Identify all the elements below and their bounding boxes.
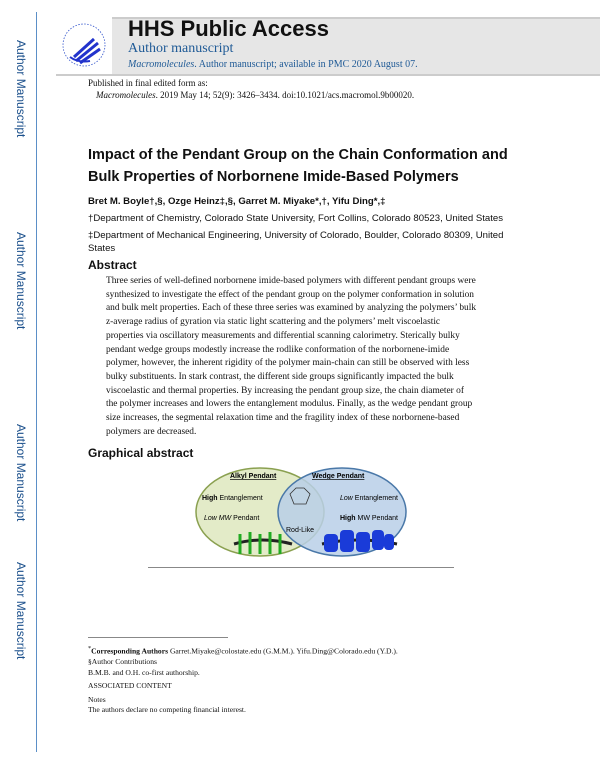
citation: Macromolecules. 2019 May 14; 52(9): 3426–3434. doi:10.1021/acs.macromol.9b00020.	[96, 90, 415, 100]
affiliation: ‡Department of Mechanical Engineering, University of Colorado, Boulder, Colorado 80309, United	[88, 230, 504, 241]
header-title: HHS Public Access	[128, 16, 329, 41]
published-label: Published in final edited form as:	[88, 78, 208, 88]
left-label-1: High Entanglement	[202, 495, 263, 502]
hhs-logo-icon	[56, 17, 112, 74]
footnotes: *Corresponding Authors Garret.Miyake@colostate.edu (G.M.M.). Yifu.Ding@Colorado.edu (Y.D.). §Author Contributions B.M.B. and O.H. co-first authorship. ASSOCIATED CONTENT Notes The authors declare no competing financial interest.	[88, 645, 398, 715]
right-label-2: High MW Pendant	[340, 515, 398, 522]
header-availability: Macromolecules. Author manuscript; available in PMC 2020 August 07.	[128, 59, 418, 70]
center-label: Rod-Like	[286, 527, 315, 534]
right-label-1: Low Entanglement	[340, 495, 398, 502]
affiliation: States	[88, 243, 116, 254]
authors: Bret M. Boyle†,§, Ozge Heinz‡,§, Garret M. Miyake*,†, Yifu Ding*,‡	[88, 196, 386, 207]
paper-title: Impact of the Pendant Group on the Chain Conformation and Bulk Properties of Norbornene Imide-Based Polymers	[88, 147, 508, 185]
abstract-body: Three series of well-defined norbornene imide-based polymers with different pendant groups were synthesized to investigate the effect of the pendant group on the polymer conformation in solution and bulk melt properties. Each of these three series was examined by analyzing the polymers’ bulk z-average radius of gyration via static light scattering and the polymers’ melt viscoelastic properties via oscillatory measurements and differential scanning calorimetry. Sterically bulky pendant wedge groups modestly increase the rodlike conformation of the norbornene-imide polymer, however, the inherent rigidity of the polymer main-chain can still be observed with less bulky substituents. In stark contrast, the different side groups significantly impacted the bulk viscoelastic and thermal properties. By increasing the pendant group size, the chain diameter of the polymer increases and lowers the entanglement modulus. Finally, as the wedge pendant group size increases, the segmental relaxation time and the fragility index of these norbornene-based polymers are decreased.	[106, 276, 477, 437]
side-label: Author Manuscript	[14, 40, 28, 138]
graphical-abstract-heading: Graphical abstract	[88, 446, 194, 460]
margin-line	[36, 12, 37, 752]
side-label: Author Manuscript	[14, 424, 28, 522]
left-title: Alkyl Pendant	[230, 473, 277, 480]
graphical-abstract-figure	[192, 464, 412, 560]
right-title: Wedge Pendant	[312, 473, 365, 480]
left-label-2: Low MW Pendant	[204, 515, 260, 522]
side-label: Author Manuscript	[14, 232, 28, 330]
footnote-divider	[88, 637, 228, 638]
divider	[148, 567, 454, 568]
side-label: Author Manuscript	[14, 562, 28, 660]
affiliation: †Department of Chemistry, Colorado State University, Fort Collins, Colorado 80523, United States	[88, 213, 504, 224]
header-subtitle: Author manuscript	[128, 41, 234, 56]
abstract-heading: Abstract	[88, 258, 137, 272]
